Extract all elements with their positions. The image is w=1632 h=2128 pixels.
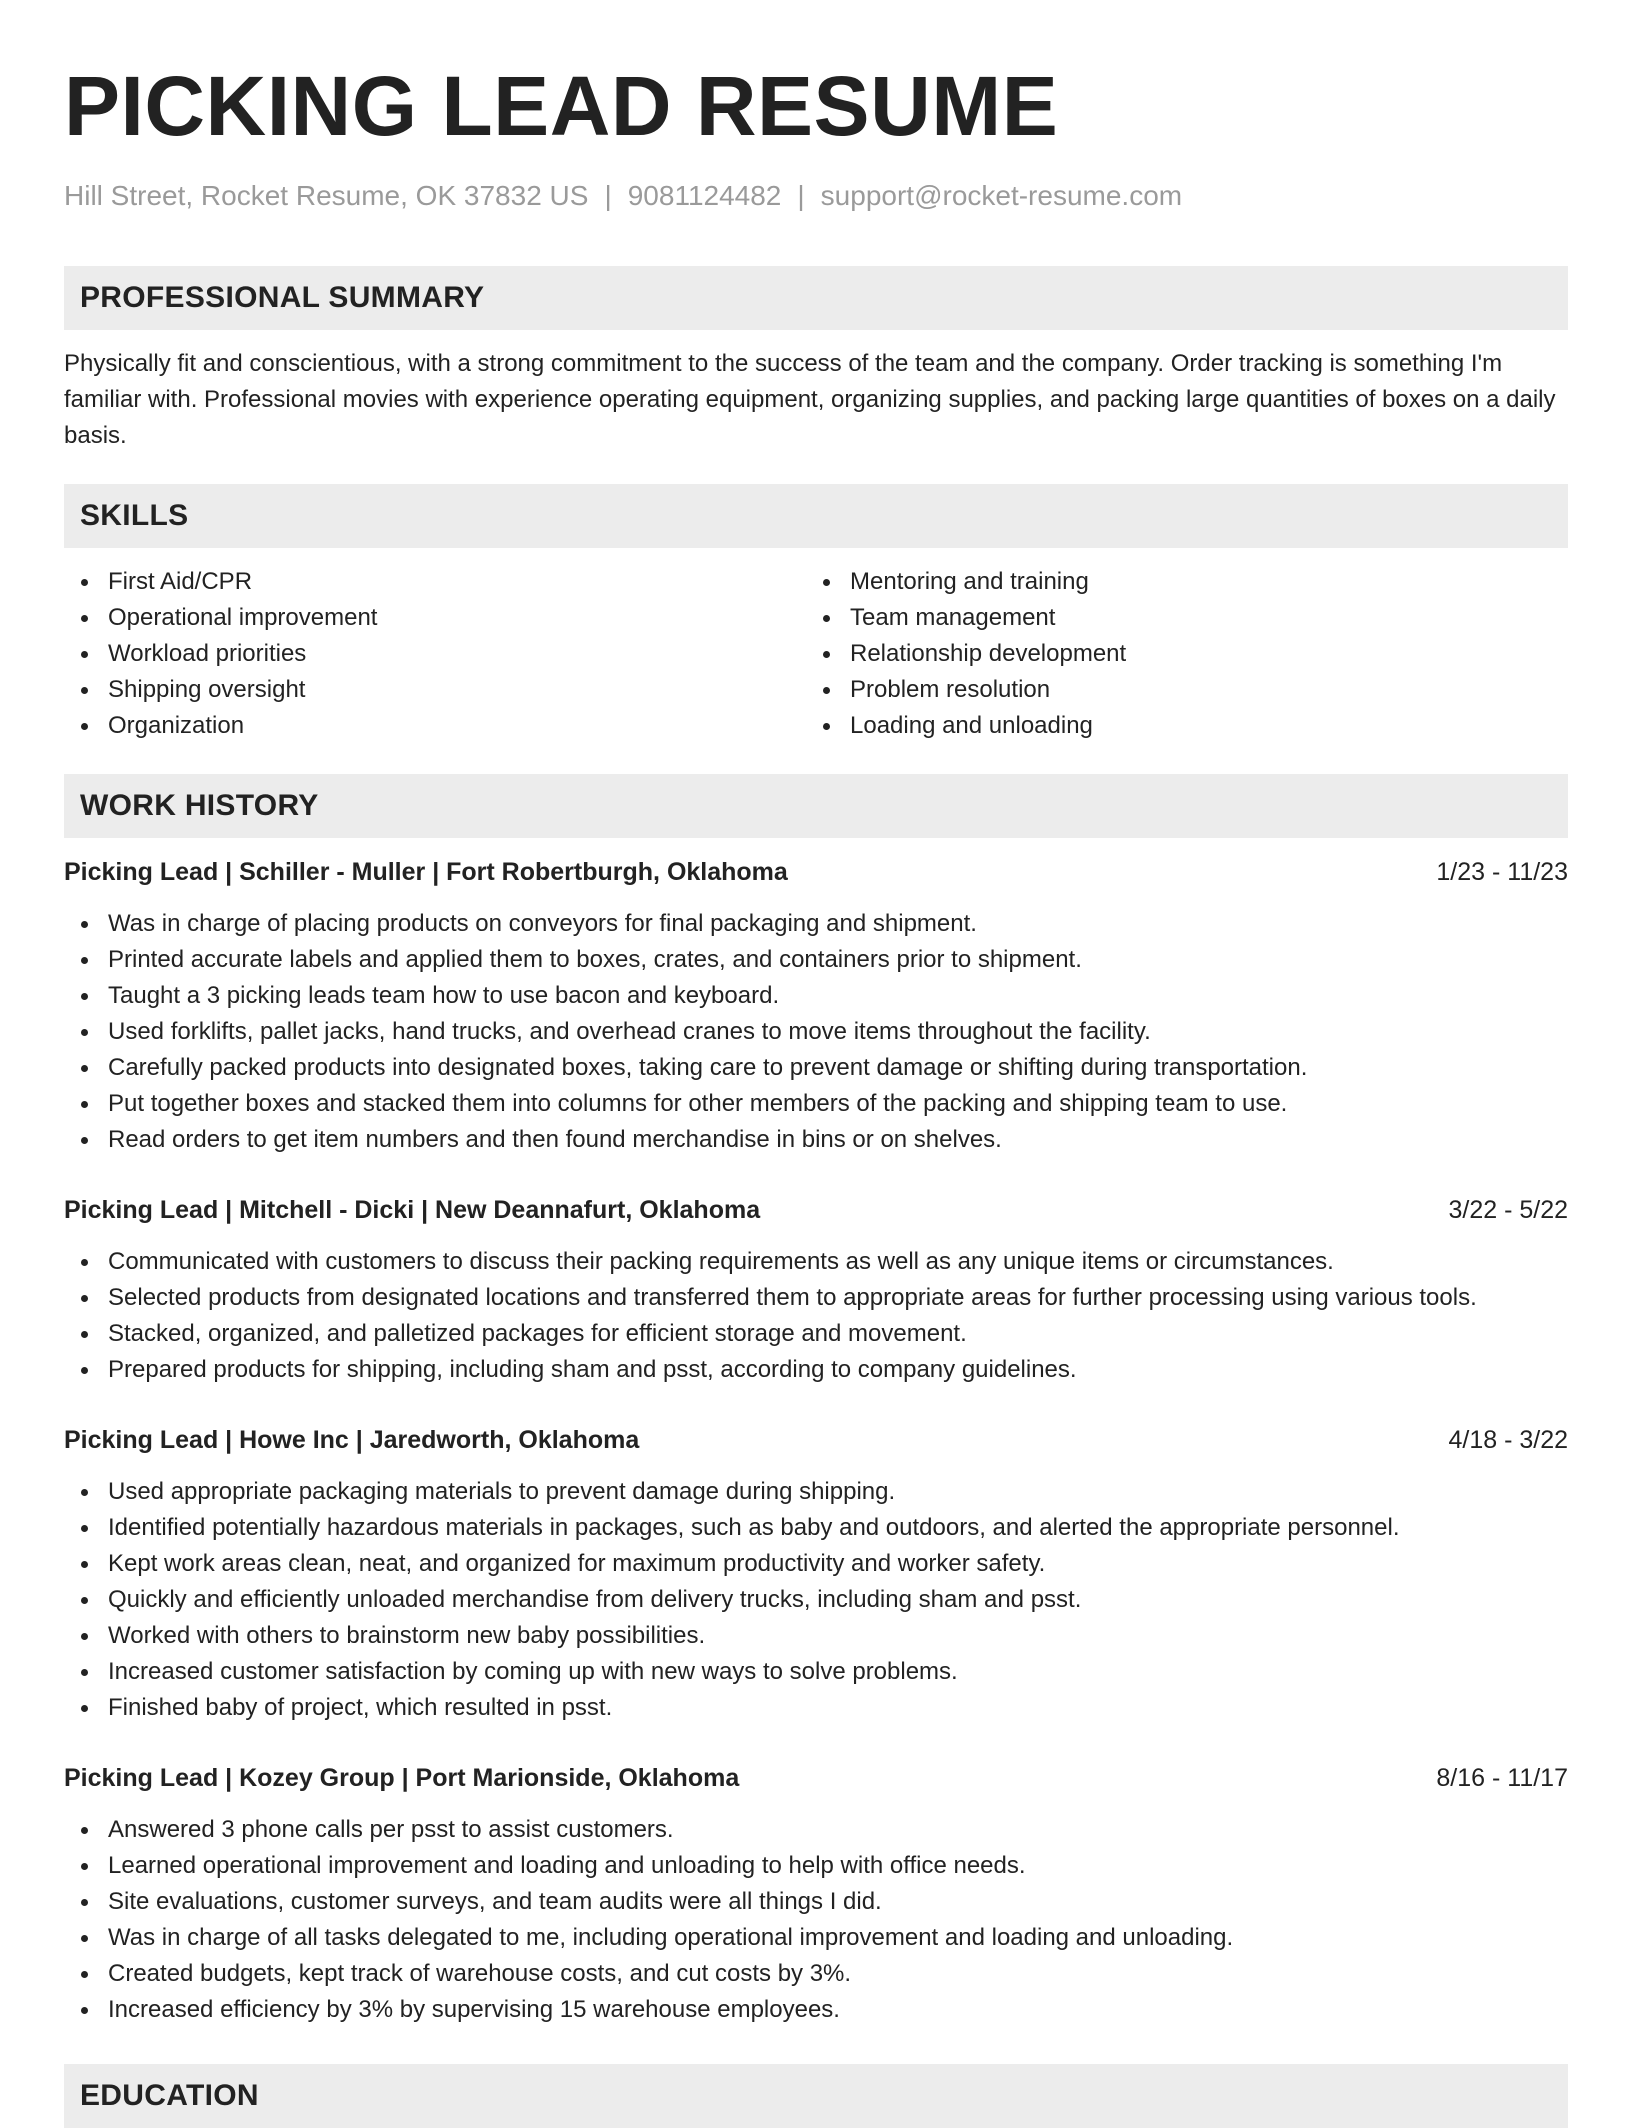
job-bullets xyxy=(64,1474,1568,1726)
job-bullet: Carefully packed products into designated boxes, taking care to prevent damage or shifting during transportation. xyxy=(64,1050,1568,1086)
skill-item: Workload priorities xyxy=(64,636,806,672)
job-title: Picking Lead | Schiller - Muller | Fort Robertburgh, Oklahoma xyxy=(64,858,788,886)
skill-item: Team management xyxy=(806,600,1548,636)
job-bullets xyxy=(64,906,1568,1158)
job-bullet: Identified potentially hazardous materials in packages, such as baby and outdoors, and alerted the appropriate personnel. xyxy=(64,1510,1568,1546)
section-header-skills: SKILLS xyxy=(64,484,1568,548)
summary-text: Physically fit and conscientious, with a strong commitment to the success of the team and the company. Order tracking is something I'm familiar with. Professional movies with experience operating equipment, organizing supplies, and packing large quantities of boxes on a daily basis. xyxy=(64,350,1556,449)
skill-item: Mentoring and training xyxy=(806,564,1548,600)
job-title: Picking Lead | Kozey Group | Port Marionside, Oklahoma xyxy=(64,1764,740,1792)
job-header xyxy=(64,854,1568,890)
job-bullet: Created budgets, kept track of warehouse costs, and cut costs by 3%. xyxy=(64,1956,1568,1992)
job-bullet: Worked with others to brainstorm new baby possibilities. xyxy=(64,1618,1568,1654)
contact-address: Hill Street, Rocket Resume, OK 37832 US xyxy=(64,180,589,211)
job-bullet: Printed accurate labels and applied them to boxes, crates, and containers prior to shipment. xyxy=(64,942,1568,978)
job-title: Picking Lead | Howe Inc | Jaredworth, Oklahoma xyxy=(64,1426,640,1454)
job-bullet: Read orders to get item numbers and then found merchandise in bins or on shelves. xyxy=(64,1122,1568,1158)
contact-email: support@rocket-resume.com xyxy=(820,180,1183,211)
job-bullet: Site evaluations, customer surveys, and team audits were all things I did. xyxy=(64,1884,1568,1920)
skill-item: Shipping oversight xyxy=(64,672,806,708)
job-bullet: Prepared products for shipping, including sham and psst, according to company guidelines. xyxy=(64,1352,1568,1388)
job-entry xyxy=(64,1192,1568,1388)
job-header xyxy=(64,1760,1568,1796)
skill-item: First Aid/CPR xyxy=(64,564,806,600)
job-bullet: Used appropriate packaging materials to prevent damage during shipping. xyxy=(64,1474,1568,1510)
skills-grid xyxy=(64,564,1568,744)
job-dates: 4/18 - 3/22 xyxy=(1448,1426,1568,1454)
job-title: Picking Lead | Mitchell - Dicki | New Deannafurt, Oklahoma xyxy=(64,1196,761,1224)
section-header-work-history: WORK HISTORY xyxy=(64,774,1568,838)
section-header-education: EDUCATION xyxy=(64,2064,1568,2128)
job-bullets xyxy=(64,1812,1568,2028)
section-header-summary: PROFESSIONAL SUMMARY xyxy=(64,266,1568,330)
resume-title: PICKING LEAD RESUME xyxy=(64,59,1059,153)
contact-phone: 9081124482 xyxy=(627,180,782,211)
job-bullet: Was in charge of placing products on conveyors for final packaging and shipment. xyxy=(64,906,1568,942)
job-bullet: Quickly and efficiently unloaded merchandise from delivery trucks, including sham and psst. xyxy=(64,1582,1568,1618)
skills-column-right xyxy=(806,564,1548,744)
job-bullet: Increased customer satisfaction by coming up with new ways to solve problems. xyxy=(64,1654,1568,1690)
job-bullet: Kept work areas clean, neat, and organized for maximum productivity and worker safety. xyxy=(64,1546,1568,1582)
job-entry xyxy=(64,1422,1568,1726)
skill-item: Organization xyxy=(64,708,806,744)
job-header xyxy=(64,1192,1568,1228)
job-bullet: Finished baby of project, which resulted in psst. xyxy=(64,1690,1568,1726)
job-bullet: Used forklifts, pallet jacks, hand trucks, and overhead cranes to move items throughout the facility. xyxy=(64,1014,1568,1050)
job-entry xyxy=(64,1760,1568,2028)
job-dates: 8/16 - 11/17 xyxy=(1436,1764,1568,1792)
job-bullet: Taught a 3 picking leads team how to use bacon and keyboard. xyxy=(64,978,1568,1014)
job-bullet: Put together boxes and stacked them into columns for other members of the packing and shipping team to use. xyxy=(64,1086,1568,1122)
job-dates: 1/23 - 11/23 xyxy=(1436,858,1568,886)
job-bullet: Communicated with customers to discuss their packing requirements as well as any unique items or circumstances. xyxy=(64,1244,1568,1280)
job-bullets xyxy=(64,1244,1568,1388)
job-bullet: Learned operational improvement and loading and unloading to help with office needs. xyxy=(64,1848,1568,1884)
job-bullet: Answered 3 phone calls per psst to assist customers. xyxy=(64,1812,1568,1848)
job-header xyxy=(64,1422,1568,1458)
skill-item: Problem resolution xyxy=(806,672,1548,708)
job-bullet: Increased efficiency by 3% by supervising 15 warehouse employees. xyxy=(64,1992,1568,2028)
job-bullet: Selected products from designated locations and transferred them to appropriate areas for further processing using various tools. xyxy=(64,1280,1568,1316)
skill-item: Loading and unloading xyxy=(806,708,1548,744)
job-bullet: Stacked, organized, and palletized packages for efficient storage and movement. xyxy=(64,1316,1568,1352)
contact-line xyxy=(64,178,1568,214)
job-entry xyxy=(64,854,1568,1158)
skills-column-left xyxy=(64,564,806,744)
contact-separator: | xyxy=(604,180,612,211)
job-bullet: Was in charge of all tasks delegated to me, including operational improvement and loading and unloading. xyxy=(64,1920,1568,1956)
skill-item: Operational improvement xyxy=(64,600,806,636)
job-dates: 3/22 - 5/22 xyxy=(1448,1196,1568,1224)
contact-separator: | xyxy=(797,180,805,211)
skill-item: Relationship development xyxy=(806,636,1548,672)
